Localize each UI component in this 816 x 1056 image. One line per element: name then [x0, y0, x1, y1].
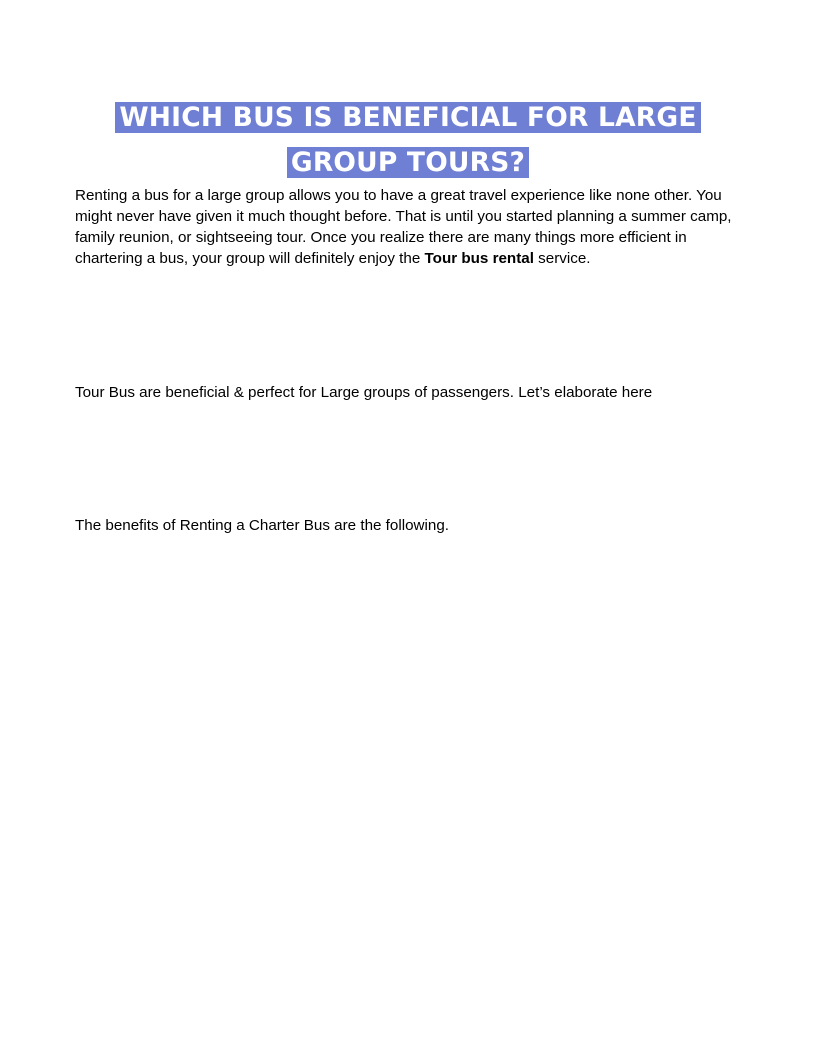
intro-bold-phrase: Tour bus rental: [424, 250, 534, 267]
benefits-intro-paragraph: The benefits of Renting a Charter Bus are the following.: [75, 517, 449, 534]
intro-text-before: Renting a bus for a large group allows you to have a great travel experience like none other. You might never have given it much thought before. That is until you started planning a summer camp, family reunion, or sightseeing tour. Once you realize there are many things more efficient in chartering a bus, your group will definitely enjoy the: [75, 187, 732, 267]
intro-paragraph: [75, 185, 745, 269]
elaboration-paragraph: Tour Bus are beneficial & perfect for Large groups of passengers. Let’s elaborate here: [75, 384, 653, 401]
title-container: [0, 95, 816, 185]
heading-wrapper: [115, 102, 700, 178]
document-title: WHICH BUS IS BENEFICIAL FOR LARGE GROUP TOURS?: [115, 102, 700, 178]
intro-text-after: service.: [533, 250, 591, 267]
